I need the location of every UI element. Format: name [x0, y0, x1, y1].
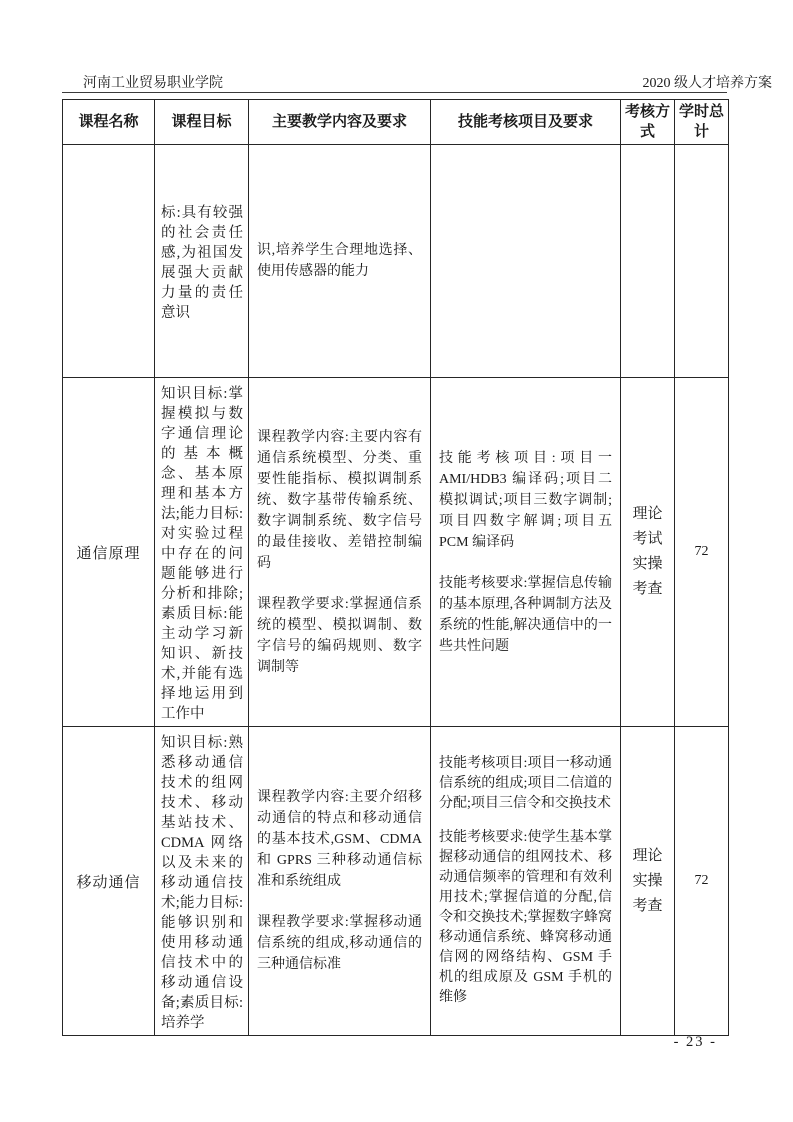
cell-course-name: 移动通信: [63, 727, 155, 1036]
table-row-communication-principles: [63, 378, 729, 727]
table-row-continuation: [63, 145, 729, 378]
cell-assessment-method: [621, 727, 675, 1036]
cell-assessment-method: [621, 378, 675, 727]
cell-course-objective: 知识目标:掌握模拟与数字通信理论的基本概念、基本原理和基本方法;能力目标:对实验过程中存在的问题能够进行分析和排除;素质目标:能主动学习新知识、新技术,并能有选择地运用到工作中: [155, 378, 249, 727]
method-line: 理论: [632, 506, 663, 522]
method-line: 实操: [632, 556, 663, 572]
cell-skill-assessment: [431, 145, 621, 378]
paragraph: 课程教学内容:主要内容有通信系统模型、分类、重要性能指标、模拟调制系统、数字基带传输系统、数字调制系统、数字信号的最佳接收、差错控制编码: [257, 429, 422, 571]
cell-skill-assessment: [431, 727, 621, 1036]
col-header-skill-assessment: 技能考核项目及要求: [431, 100, 621, 145]
cell-total-hours: [675, 145, 729, 378]
method-line: 考查: [632, 897, 663, 914]
paragraph: 技能考核要求:使学生基本掌握移动通信的组网技术、移动通信频率的管理和有效利用技术;掌握信道的分配,信令和交换技术;掌握数字蜂窝移动通信系统、蜂窝移动通信网的网络结构、GSM 手机的组成原及 GSM 手机的维修: [439, 830, 612, 1005]
method-line: 实操: [632, 872, 663, 889]
cell-total-hours: 72: [675, 378, 729, 727]
cell-teaching-content: [249, 378, 431, 727]
cell-course-objective: 标:具有较强的社会责任感,为祖国发展强大贡献力量的责任意识: [155, 145, 249, 378]
cell-assessment-method: [621, 145, 675, 378]
page-number: - 23 -: [673, 1034, 717, 1050]
method-line: 考查: [632, 581, 663, 597]
table-header-row: [63, 100, 729, 145]
col-header-teaching-content: 主要教学内容及要求: [249, 100, 431, 145]
paragraph: 技能考核项目:项目一移动通信系统的组成;项目二信道的分配;项目三信令和交换技术: [439, 756, 612, 811]
col-header-course-objective: 课程目标: [155, 100, 249, 145]
cell-teaching-content: [249, 727, 431, 1036]
col-header-course-name: 课程名称: [63, 100, 155, 145]
page-header-left: 河南工业贸易职业学院: [83, 76, 223, 91]
cell-course-name: [63, 145, 155, 378]
method-line: 考试: [632, 531, 663, 547]
page-header-right: 2020 级人才培养方案: [642, 76, 772, 91]
cell-teaching-content: [249, 145, 431, 378]
method-line: 理论: [632, 847, 663, 864]
cell-course-name: 通信原理: [63, 378, 155, 727]
table-row-mobile-communication: [63, 727, 729, 1036]
paragraph: 课程教学要求:掌握移动通信系统的组成,移动通信的三种通信标准: [257, 915, 422, 972]
paragraph: 识,培养学生合理地选择、使用传感器的能力: [257, 243, 422, 279]
paragraph: 技能考核项目:项目一 AMI/HDB3 编译码;项目二模拟调试;项目三数字调制;项目四数字解调;项目五 PCM 编译码: [439, 450, 612, 550]
paragraph: 课程教学内容:主要介绍移动通信的特点和移动通信的基本技术,GSM、CDMA 和 GPRS 三种移动通信标准和系统组成: [257, 790, 422, 889]
cell-course-objective: 知识目标:熟悉移动通信技术的组网技术、移动基站技术、CDMA 网络以及未来的移动通信技术;能力目标:能够识别和使用移动通信技术中的移动通信设备;素质目标:培养学: [155, 727, 249, 1036]
paragraph: 课程教学要求:掌握通信系统的模型、模拟调制、数字信号的编码规则、数字调制等: [257, 596, 422, 675]
col-header-assessment-method: 考核方式: [621, 100, 675, 145]
col-header-total-hours: 学时总计: [675, 100, 729, 145]
cell-skill-assessment: [431, 378, 621, 727]
paragraph: 技能考核要求:掌握信息传输的基本原理,各种调制方法及系统的性能,解决通信中的一些共性问题: [439, 575, 612, 654]
cell-total-hours: 72: [675, 727, 729, 1036]
header-rule: [62, 92, 727, 93]
curriculum-table: [62, 99, 729, 1036]
